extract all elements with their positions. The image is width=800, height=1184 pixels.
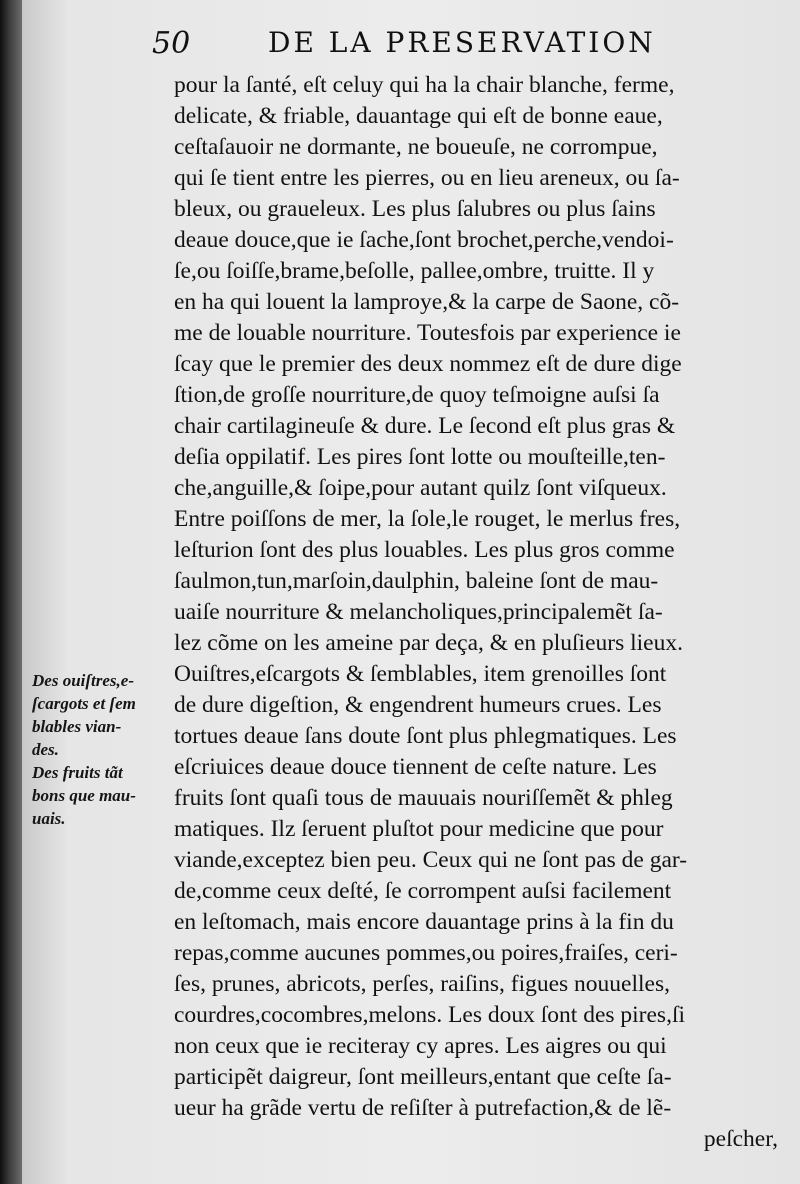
- marginal-notes: [32, 669, 180, 830]
- marginal-note-line: ſcargots et ſem: [32, 694, 136, 713]
- text-line: Ouiſtres,eſcargots & ſemblables, item grenoilles ſont: [174, 661, 667, 687]
- text-line: ſaulmon,tun,marſoin,daulphin, baleine ſont de mau-: [174, 568, 659, 594]
- text-line: tortues deaue ſans doute ſont plus phlegmatiques. Les: [174, 723, 677, 749]
- text-line: deſia oppilatif. Les pires ſont lotte ou mouſteille,ten-: [174, 444, 666, 470]
- text-line: che,anguille,& ſoipe,pour autant quilz ſont viſqueux.: [174, 475, 667, 501]
- page-header: [152, 22, 792, 66]
- text-line: Entre poiſſons de mer, la ſole,le rouget, le merlus fres,: [174, 506, 681, 532]
- marginal-note-line: blables vian-: [32, 717, 122, 736]
- text-line: de dure digeſtion, & engendrent humeurs crues. Les: [174, 692, 662, 718]
- text-line: deaue douce,que ie ſache,ſont brochet,perche,vendoi-: [174, 227, 674, 253]
- text-line: delicate, & friable, dauantage qui eſt de bonne eaue,: [174, 103, 663, 129]
- text-line: bleux, ou graueleux. Les plus ſalubres ou plus ſains: [174, 196, 656, 222]
- text-line: pour la ſanté, eſt celuy qui ha la chair blanche, ferme,: [174, 72, 675, 98]
- marginal-note-line: des.: [32, 740, 59, 759]
- text-line: ſtion,de groſſe nourriture,de quoy teſmoigne auſsi ſa: [174, 382, 660, 408]
- text-line: ueur ha grãde vertu de reſiſter à putrefaction,& de lẽ-: [174, 1095, 672, 1121]
- book-gutter-shadow: [0, 0, 22, 1184]
- marginal-note-line: Des ouiſtres,e-: [32, 671, 134, 690]
- book-page: [22, 0, 800, 1184]
- text-line: matiques. Ilz ſeruent pluſtot pour medicine que pour: [174, 816, 664, 842]
- catchword: peſcher,: [703, 1126, 778, 1152]
- body-text: [174, 70, 786, 1155]
- text-line: viande,exceptez bien peu. Ceux qui ne ſont pas de gar-: [174, 847, 688, 873]
- marginal-note-line: Des fruits tãt: [32, 763, 123, 782]
- text-line: uaiſe nourriture & melancholiques,principalemẽt ſa-: [174, 599, 663, 625]
- marginal-note-fruits: [32, 761, 180, 830]
- text-line: participẽt daigreur, ſont meilleurs,entant que ceſte ſa-: [174, 1064, 672, 1090]
- text-line: ceſtaſauoir ne dormante, ne boueuſe, ne corrompue,: [174, 134, 658, 160]
- text-line: de,comme ceux deſté, ſe corrompent auſsi facilement: [174, 878, 672, 904]
- text-line: ſes, prunes, abricots, perſes, raiſins, figues nouuelles,: [174, 971, 670, 997]
- text-line: lez cõme on les ameine par deça, & en pluſieurs lieux.: [174, 630, 683, 656]
- page-number: 50: [152, 26, 191, 61]
- running-head: DE LA PRESERVATION: [268, 26, 656, 59]
- marginal-note-line: bons que mau-: [32, 786, 136, 805]
- text-line: non ceux que ie reciteray cy apres. Les aigres ou qui: [174, 1033, 667, 1059]
- text-line: chair cartilagineuſe & dure. Le ſecond eſt plus gras &: [174, 413, 676, 439]
- text-line: qui ſe tient entre les pierres, ou en lieu areneux, ou ſa-: [174, 165, 680, 191]
- text-line: en ha qui louent la lamproye,& la carpe de Saone, cõ-: [174, 289, 680, 315]
- text-line: ſcay que le premier des deux nommez eſt de dure dige: [174, 351, 682, 377]
- text-line: courdres,cocombres,melons. Les doux ſont des pires,ſi: [174, 1002, 686, 1028]
- text-line: me de louable nourriture. Toutesfois par experience ie: [174, 320, 681, 346]
- text-line: eſcriuices deaue douce tiennent de ceſte nature. Les: [174, 754, 657, 780]
- marginal-note-oysters: [32, 669, 180, 761]
- text-line: fruits ſont quaſi tous de mauuais nouriſſemẽt & phleg: [174, 785, 673, 811]
- text-line: leſturion ſont des plus louables. Les plus gros comme: [174, 537, 675, 563]
- marginal-note-line: uais.: [32, 809, 66, 828]
- text-line: en leſtomach, mais encore dauantage prins à la fin du: [174, 909, 674, 935]
- text-line: ſe,ou ſoiſſe,brame,beſolle, pallee,ombre, truitte. Il y: [174, 258, 655, 284]
- text-line: repas,comme aucunes pommes,ou poires,fraiſes, ceri-: [174, 940, 678, 966]
